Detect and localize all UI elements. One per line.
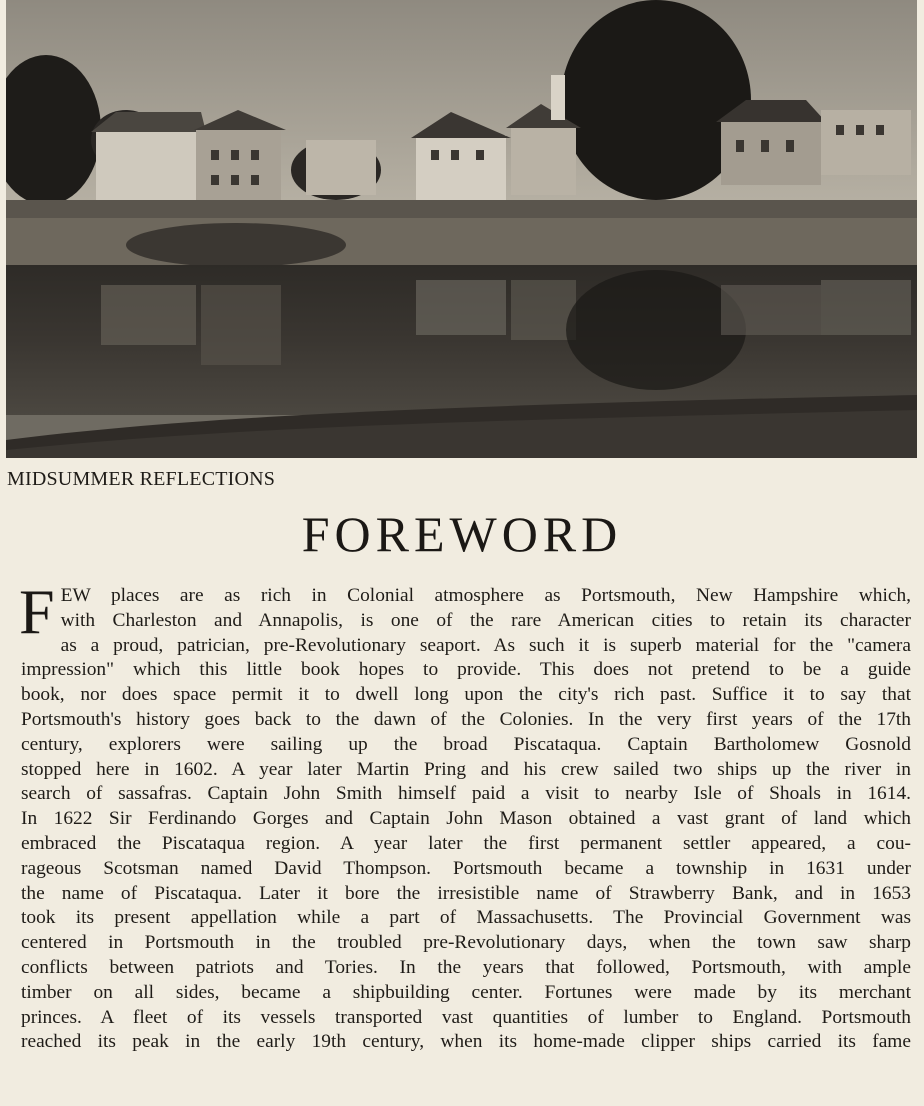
text-line: princes. A fleet of its vessels transported vast quantities of lumber to England. Portsmouth [21, 1006, 911, 1028]
foreword-body [19, 576, 911, 1055]
text-line: conflicts between patriots and Tories. In the years that followed, Portsmouth, with ample [21, 956, 911, 978]
text-line: rageous Scotsman named David Thompson. Portsmouth became a township in 1631 under [21, 857, 911, 879]
text-line: timber on all sides, became a shipbuilding center. Fortunes were made by its merchant [21, 981, 911, 1003]
harbor-photograph [6, 0, 917, 458]
drop-cap: F [19, 576, 55, 647]
text-line: with Charleston and Annapolis, is one of the rare American cities to retain its character [60, 609, 911, 631]
text-line: century, explorers were sailing up the broad Piscataqua. Captain Bartholomew Gosnold [21, 733, 911, 755]
text-line: search of sassafras. Captain John Smith himself paid a visit to nearby Isle of Shoals in 1614. [21, 783, 911, 805]
text-line: as a proud, patrician, pre-Revolutionary seaport. As such it is superb material for the "camera [60, 634, 911, 656]
text-line: centered in Portsmouth in the troubled pre-Revolutionary days, when the town saw sharp [21, 932, 911, 954]
text-line: impression" which this little book hopes to provide. This does not pretend to be a guide [21, 659, 911, 681]
text-line: embraced the Piscataqua region. A year later the first permanent settler appeared, a cou- [21, 832, 911, 854]
text-line: book, nor does space permit it to dwell long upon the city's rich past. Suffice it to say that [21, 684, 911, 706]
text-line: took its present appellation while a part of Massachusetts. The Provincial Government was [21, 907, 911, 929]
photo-caption: MIDSUMMER REFLECTIONS [7, 468, 276, 490]
text-line: In 1622 Sir Ferdinando Gorges and Captain John Mason obtained a vast grant of land which [21, 808, 911, 830]
text-line: reached its peak in the early 19th century, when its home-made clipper ships carried its fame [21, 1031, 911, 1053]
page-title: FOREWORD [301, 506, 623, 562]
text-line: Portsmouth's history goes back to the dawn of the Colonies. In the very first years of the 17th [21, 708, 911, 730]
harbor-scene-illustration [6, 0, 917, 458]
text-line: the name of Piscataqua. Later it bore the irresistible name of Strawberry Bank, and in 1653 [21, 882, 911, 904]
text-line: stopped here in 1602. A year later Martin Pring and his crew sailed two ships up the river in [21, 758, 911, 780]
text-line: EW places are as rich in Colonial atmosphere as Portsmouth, New Hampshire which, [60, 585, 911, 606]
